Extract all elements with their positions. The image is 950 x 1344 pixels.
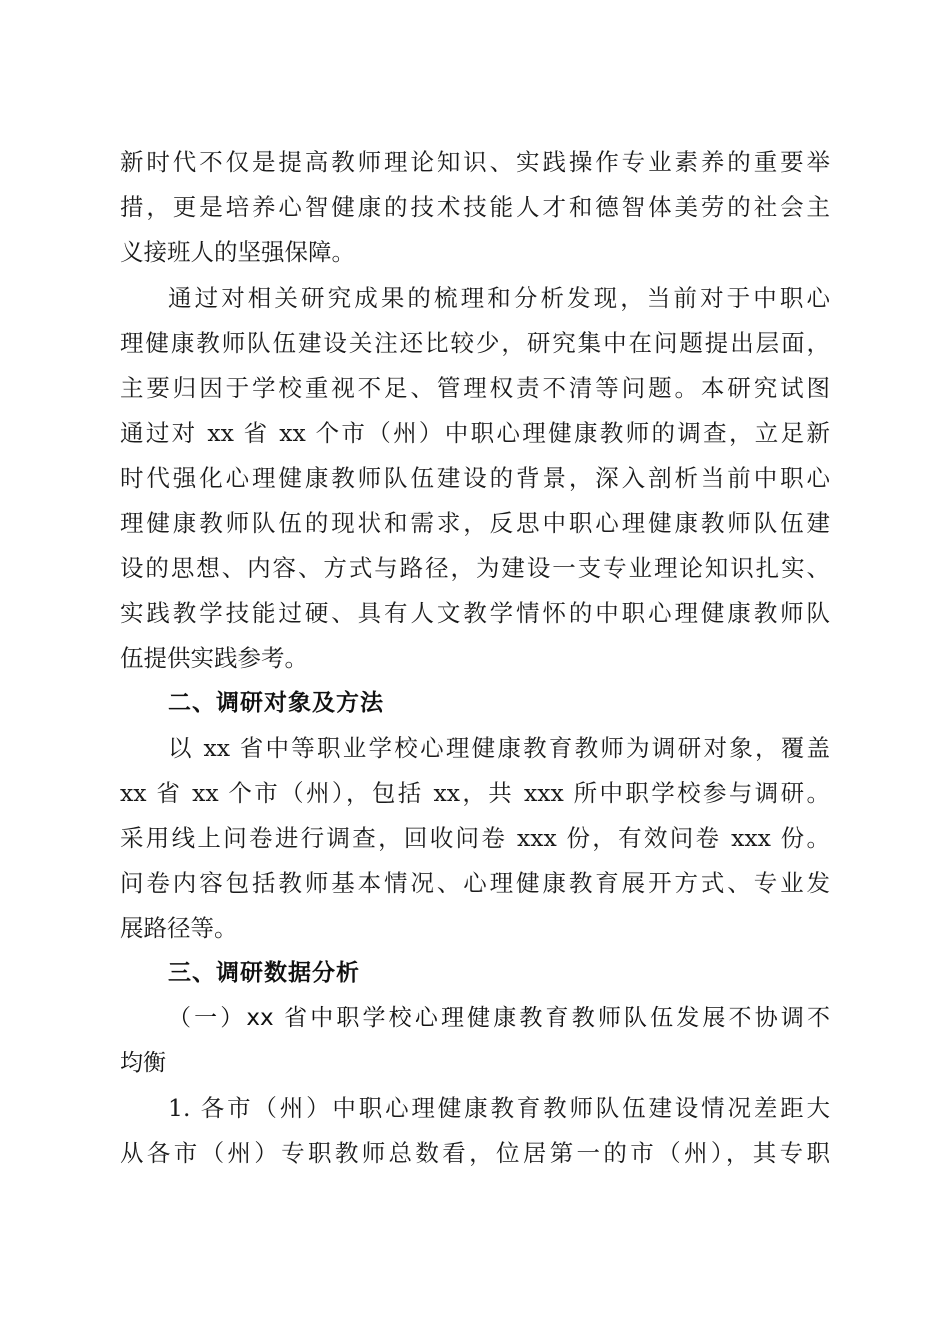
body-text-line: 1. 各市（州）中职心理健康教育教师队伍建设情况差距大 — [168, 1094, 830, 1122]
body-text-line: 主要归因于学校重视不足、管理权责不清等问题。本研究试图 — [120, 374, 830, 402]
section-heading: 二、调研对象及方法 — [168, 690, 384, 716]
body-text-line: xx 省 xx 个市（州），包括 xx，共 xxx 所中职学校参与调研。 — [120, 779, 830, 807]
body-text-line: 新时代不仅是提高教师理论知识、实践操作专业素养的重要举 — [120, 148, 830, 176]
body-text-line: 理健康教师队伍的现状和需求，反思中职心理健康教师队伍建 — [120, 509, 830, 537]
body-text-line: 问卷内容包括教师基本情况、心理健康教育展开方式、专业发 — [120, 869, 830, 897]
body-text-line: 采用线上问卷进行调查，回收问卷 xxx 份，有效问卷 xxx 份。 — [120, 824, 830, 852]
subsection-heading: 均衡 — [120, 1050, 166, 1076]
body-text-line: 通过对 xx 省 xx 个市（州）中职心理健康教师的调查，立足新 — [120, 419, 830, 447]
body-text-line: 时代强化心理健康教师队伍建设的背景，深入剖析当前中职心 — [120, 464, 830, 492]
body-text-line: 通过对相关研究成果的梳理和分析发现，当前对于中职心 — [168, 284, 830, 312]
body-text-line: 以 xx 省中等职业学校心理健康教育教师为调研对象，覆盖 — [168, 734, 830, 762]
body-text-line: 设的思想、内容、方式与路径，为建设一支专业理论知识扎实、 — [120, 554, 830, 582]
body-text-line: 措，更是培养心智健康的技术技能人才和德智体美劳的社会主 — [120, 193, 830, 221]
section-heading: 三、调研数据分析 — [168, 960, 360, 986]
body-text-line: 展路径等。 — [120, 914, 238, 942]
body-text-line: 伍提供实践参考。 — [120, 644, 308, 672]
body-text-line: 实践教学技能过硬、具有人文教学情怀的中职心理健康教师队 — [120, 599, 830, 627]
body-text-line: 从各市（州）专职教师总数看，位居第一的市（州），其专职 — [120, 1139, 830, 1167]
body-text-line: 义接班人的坚强保障。 — [120, 238, 355, 266]
subsection-heading: （一）xx 省中职学校心理健康教育教师队伍发展不协调不 — [168, 1005, 830, 1031]
body-text-line: 理健康教师队伍建设关注还比较少，研究集中在问题提出层面， — [120, 329, 830, 357]
